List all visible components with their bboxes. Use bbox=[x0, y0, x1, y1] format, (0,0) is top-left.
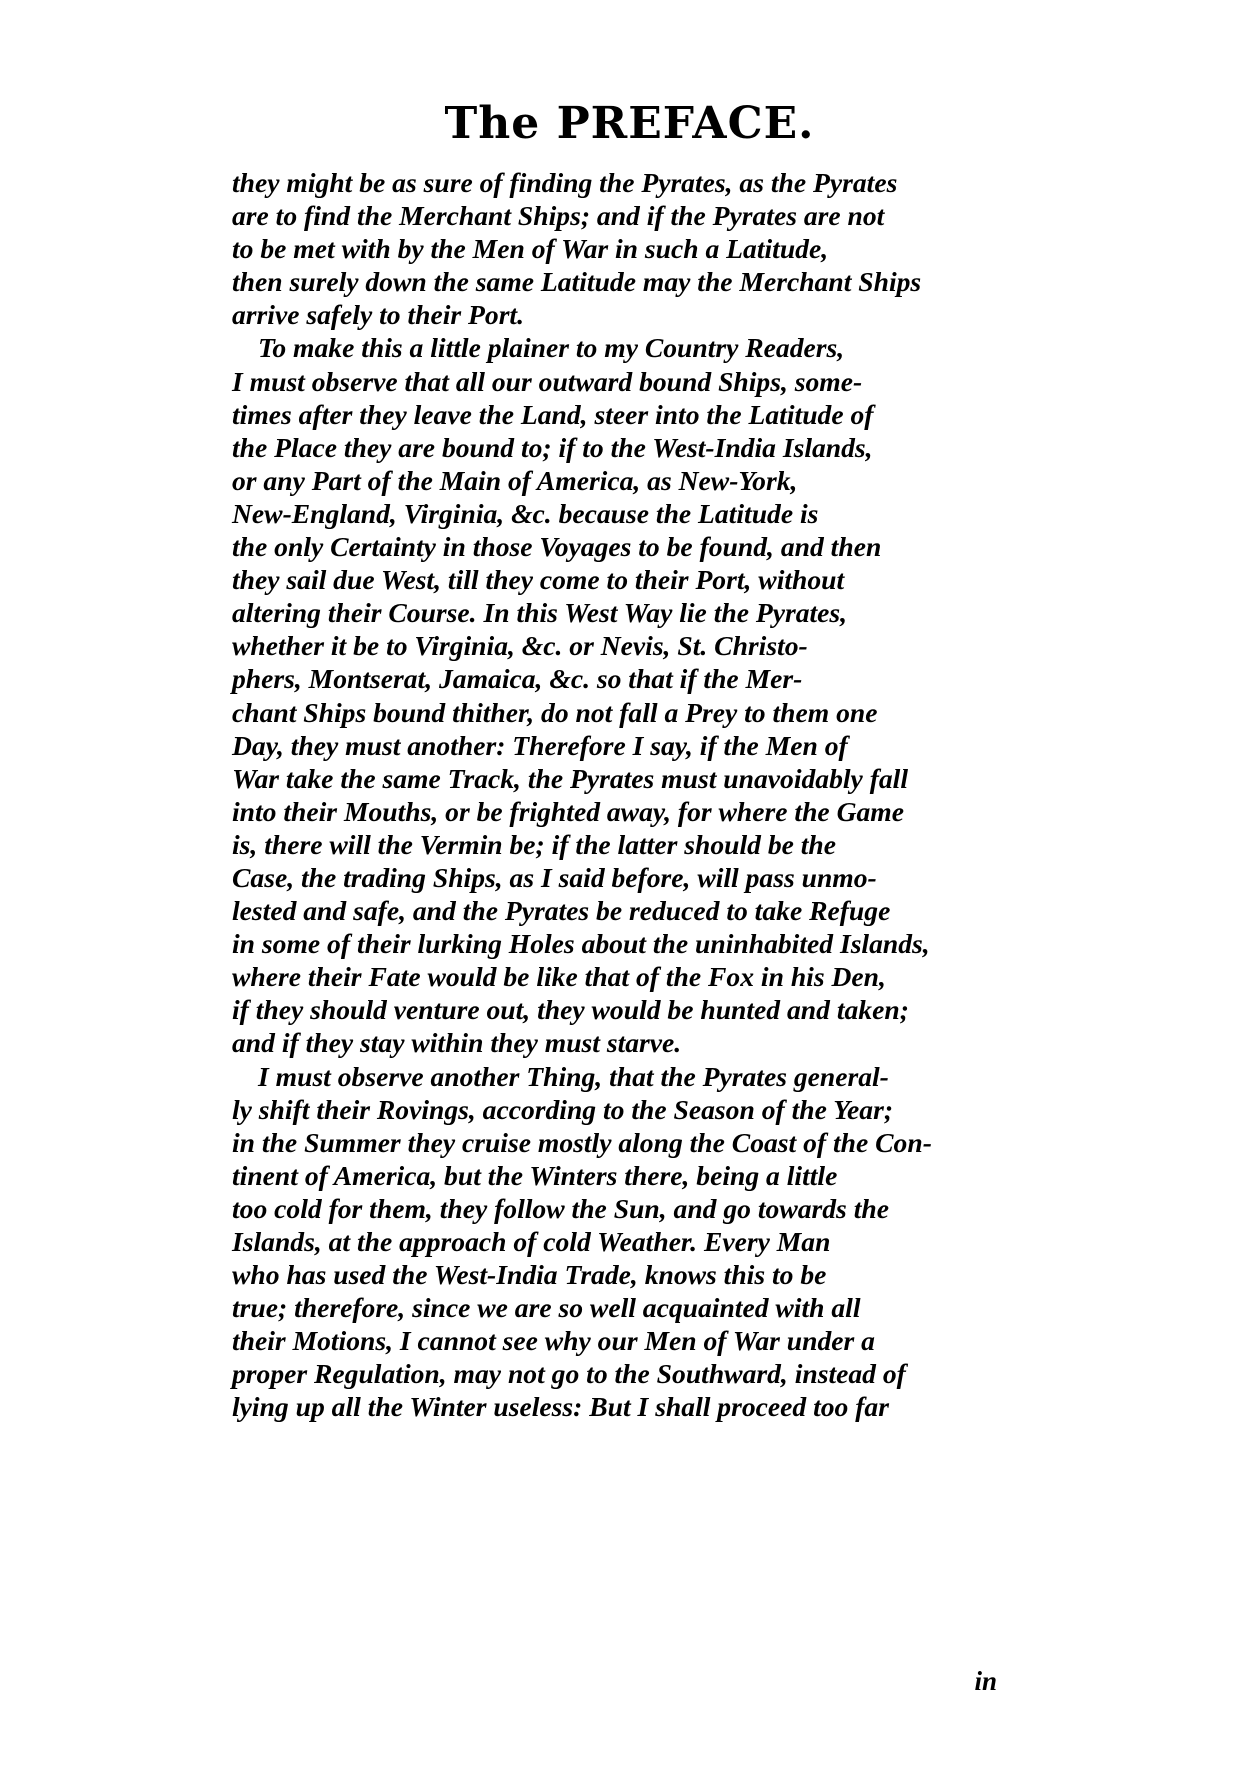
text-line: whether it be to Virginia, &c. or Nevis, St. Christo- bbox=[232, 630, 808, 662]
text-line: tinent of America, but the Winters there, being a little bbox=[232, 1159, 838, 1191]
body-text bbox=[232, 166, 1002, 1424]
text-line: phers, Montserat, Jamaica, &c. so that if the Mer- bbox=[232, 663, 803, 695]
text-line: where their Fate would be like that of the Fox in his Den, bbox=[232, 961, 886, 993]
text-line: Case, the trading Ships, as I said before, will pass unmo- bbox=[232, 861, 877, 893]
text-line: to be met with by the Men of War in such a Latitude, bbox=[232, 233, 829, 265]
text-line: I must observe another Thing, that the Pyrates general- bbox=[258, 1060, 889, 1092]
text-line: the Place they are bound to; if to the West-India Islands, bbox=[232, 431, 873, 463]
running-header: The PREFACE. bbox=[444, 98, 815, 149]
text-line: true; therefore, since we are so well acquainted with all bbox=[232, 1292, 861, 1324]
paragraph-2 bbox=[232, 331, 1002, 1059]
text-line: New-England, Virginia, &c. because the Latitude is bbox=[232, 497, 819, 529]
text-line: and if they stay within they must starve. bbox=[232, 1027, 682, 1059]
text-line: War take the same Track, the Pyrates must unavoidably fall bbox=[232, 762, 909, 794]
text-line: lested and safe, and the Pyrates be reduced to take Refuge bbox=[232, 895, 891, 927]
text-line: arrive safely to their Port. bbox=[232, 299, 524, 331]
text-line: I must observe that all our outward bound Ships, some- bbox=[232, 365, 863, 397]
text-line: too cold for them, they follow the Sun, and go towards the bbox=[232, 1192, 889, 1224]
text-line: proper Regulation, may not go to the Southward, instead of bbox=[232, 1358, 906, 1390]
text-line: To make this a little plainer to my Country Readers, bbox=[258, 332, 845, 364]
text-line: is, there will the Vermin be; if the latter should be the bbox=[232, 828, 837, 860]
text-line: if they should venture out, they would be hunted and taken; bbox=[232, 994, 909, 1026]
text-line: then surely down the same Latitude may the Merchant Ships bbox=[232, 266, 922, 298]
text-line: their Motions, I cannot see why our Men of War under a bbox=[232, 1325, 875, 1357]
text-line: or any Part of the Main of America, as New-York, bbox=[232, 464, 798, 496]
text-line: in the Summer they cruise mostly along the Coast of the Con- bbox=[232, 1126, 932, 1158]
text-line: Islands, at the approach of cold Weather. Every Man bbox=[232, 1226, 831, 1257]
text-line: ly shift their Rovings, according to the Season of the Year; bbox=[232, 1093, 894, 1125]
text-line: they might be as sure of finding the Pyrates, as the Pyrates bbox=[232, 167, 898, 198]
text-line: who has used the West-India Trade, knows this to be bbox=[232, 1259, 827, 1291]
text-line: times after they leave the Land, steer into the Latitude of bbox=[232, 398, 874, 430]
text-line: lying up all the Winter useless: But I shall proceed too far bbox=[232, 1391, 889, 1423]
text-line: Day, they must another: Therefore I say, if the Men of bbox=[232, 729, 848, 761]
paragraph-1 bbox=[232, 166, 1002, 331]
text-line: the only Certainty in those Voyages to be found, and then bbox=[232, 531, 882, 563]
text-line: in some of their lurking Holes about the uninhabited Islands, bbox=[232, 928, 930, 960]
paragraph-3 bbox=[232, 1060, 1002, 1424]
text-line: into their Mouths, or be frighted away, for where the Game bbox=[232, 795, 905, 827]
text-line: chant Ships bound thither, do not fall a Prey to them one bbox=[232, 696, 878, 728]
text-line: are to find the Merchant Ships; and if the Pyrates are not bbox=[232, 200, 885, 232]
text-line: they sail due West, till they come to their Port, without bbox=[232, 564, 845, 596]
catchword: in bbox=[974, 1666, 997, 1696]
text-line: altering their Course. In this West Way lie the Pyrates, bbox=[232, 597, 848, 629]
